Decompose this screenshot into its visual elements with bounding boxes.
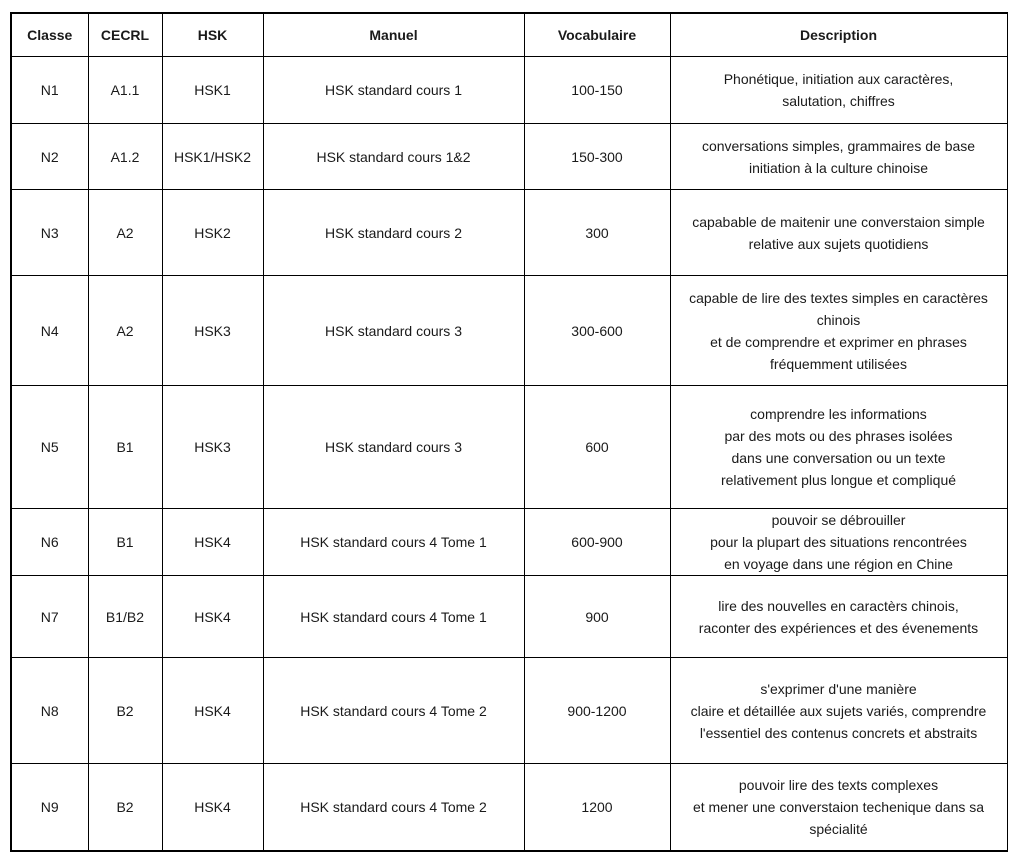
description-line: pouvoir lire des texts complexes	[738, 776, 939, 793]
table-row	[11, 276, 1007, 386]
cell-manuel: HSK standard cours 4 Tome 2	[263, 764, 524, 851]
description-line: comprendre les informations	[750, 406, 927, 422]
description-line: spécialité	[809, 820, 868, 837]
cell-hsk: HSK1	[162, 57, 263, 124]
description-line: pour la plupart des situations rencontrées	[710, 534, 967, 550]
cell-vocabulaire: 300-600	[524, 276, 670, 386]
cell-hsk: HSK3	[162, 276, 263, 386]
cell-manuel: HSK standard cours 3	[263, 386, 524, 509]
cell-description	[670, 276, 1007, 386]
cell-cecrl: A2	[88, 276, 162, 386]
description-line: lire des nouvelles en caractèrs chinois,	[718, 597, 959, 614]
description-line: salutation, chiffres	[782, 93, 895, 109]
description-line: fréquemment utilisées	[770, 355, 907, 372]
description-line: capable de lire des textes simples en caractères	[689, 289, 988, 306]
cell-cecrl: A2	[88, 190, 162, 276]
cell-cecrl: B1/B2	[88, 576, 162, 658]
cell-classe: N6	[11, 509, 88, 576]
description-line: initiation à la culture chinoise	[749, 159, 928, 176]
cell-vocabulaire: 300	[524, 190, 670, 276]
cell-classe: N1	[11, 57, 88, 124]
description-line: l'essentiel des contenus concrets et abstraits	[699, 724, 978, 741]
table-row	[11, 190, 1007, 276]
description-line: chinois	[816, 311, 861, 328]
description-line: relativement plus longue et compliqué	[720, 472, 957, 488]
cell-description	[670, 190, 1007, 276]
description-line: dans une conversation ou un texte	[731, 450, 946, 466]
cell-manuel: HSK standard cours 1&2	[263, 124, 524, 190]
cell-cecrl: B2	[88, 658, 162, 764]
table-row	[11, 386, 1007, 509]
header-row	[11, 13, 1007, 57]
cell-classe: N4	[11, 276, 88, 386]
cell-classe: N2	[11, 124, 88, 190]
cell-vocabulaire: 900	[524, 576, 670, 658]
description-line: relative aux sujets quotidiens	[748, 235, 929, 252]
cell-vocabulaire: 900-1200	[524, 658, 670, 764]
cell-classe: N7	[11, 576, 88, 658]
description-line: claire et détaillée aux sujets variés, comprendre	[690, 702, 987, 719]
cell-hsk: HSK4	[162, 509, 263, 576]
table-row	[11, 124, 1007, 190]
table-row	[11, 576, 1007, 658]
cell-vocabulaire: 150-300	[524, 124, 670, 190]
header-manuel: Manuel	[263, 13, 524, 57]
cell-cecrl: A1.2	[88, 124, 162, 190]
cell-description	[670, 658, 1007, 764]
cell-hsk: HSK4	[162, 764, 263, 851]
cell-description	[670, 509, 1007, 576]
cell-manuel: HSK standard cours 3	[263, 276, 524, 386]
cell-vocabulaire: 1200	[524, 764, 670, 851]
description-line: et mener une converstaion techenique dans sa	[692, 798, 985, 815]
cell-cecrl: A1.1	[88, 57, 162, 124]
cell-hsk: HSK4	[162, 576, 263, 658]
header-hsk: HSK	[162, 13, 263, 57]
cell-classe: N5	[11, 386, 88, 509]
cell-description	[670, 386, 1007, 509]
description-line: raconter des expériences et des évenements	[698, 619, 979, 636]
cell-classe: N3	[11, 190, 88, 276]
cell-manuel: HSK standard cours 4 Tome 2	[263, 658, 524, 764]
cell-classe: N8	[11, 658, 88, 764]
header-classe: Classe	[11, 13, 88, 57]
course-levels-table	[10, 12, 1008, 852]
table-row	[11, 764, 1007, 851]
description-line: et de comprendre et exprimer en phrases	[710, 333, 967, 350]
table-row	[11, 57, 1007, 124]
cell-description	[670, 764, 1007, 851]
cell-cecrl: B1	[88, 509, 162, 576]
description-line: conversations simples, grammaires de base	[701, 137, 976, 154]
cell-vocabulaire: 100-150	[524, 57, 670, 124]
cell-cecrl: B1	[88, 386, 162, 509]
cell-description	[670, 124, 1007, 190]
table-row	[11, 509, 1007, 576]
cell-manuel: HSK standard cours 1	[263, 57, 524, 124]
description-line: Phonétique, initiation aux caractères,	[723, 71, 954, 87]
description-line: s'exprimer d'une manière	[760, 680, 917, 697]
table-row	[11, 658, 1007, 764]
header-vocabulaire: Vocabulaire	[524, 13, 670, 57]
cell-manuel: HSK standard cours 4 Tome 1	[263, 576, 524, 658]
description-line: capabable de maitenir une converstaion simple	[692, 213, 985, 230]
cell-description	[670, 576, 1007, 658]
cell-description	[670, 57, 1007, 124]
cell-hsk: HSK4	[162, 658, 263, 764]
cell-vocabulaire: 600-900	[524, 509, 670, 576]
cell-vocabulaire: 600	[524, 386, 670, 509]
header-cecrl: CECRL	[88, 13, 162, 57]
cell-hsk: HSK1/HSK2	[162, 124, 263, 190]
cell-manuel: HSK standard cours 2	[263, 190, 524, 276]
cell-classe: N9	[11, 764, 88, 851]
description-line: en voyage dans une région en Chine	[724, 556, 953, 572]
cell-cecrl: B2	[88, 764, 162, 851]
cell-hsk: HSK2	[162, 190, 263, 276]
description-line: pouvoir se débrouiller	[771, 512, 906, 528]
header-description: Description	[670, 13, 1007, 57]
cell-manuel: HSK standard cours 4 Tome 1	[263, 509, 524, 576]
description-line: par des mots ou des phrases isolées	[724, 428, 953, 444]
cell-hsk: HSK3	[162, 386, 263, 509]
